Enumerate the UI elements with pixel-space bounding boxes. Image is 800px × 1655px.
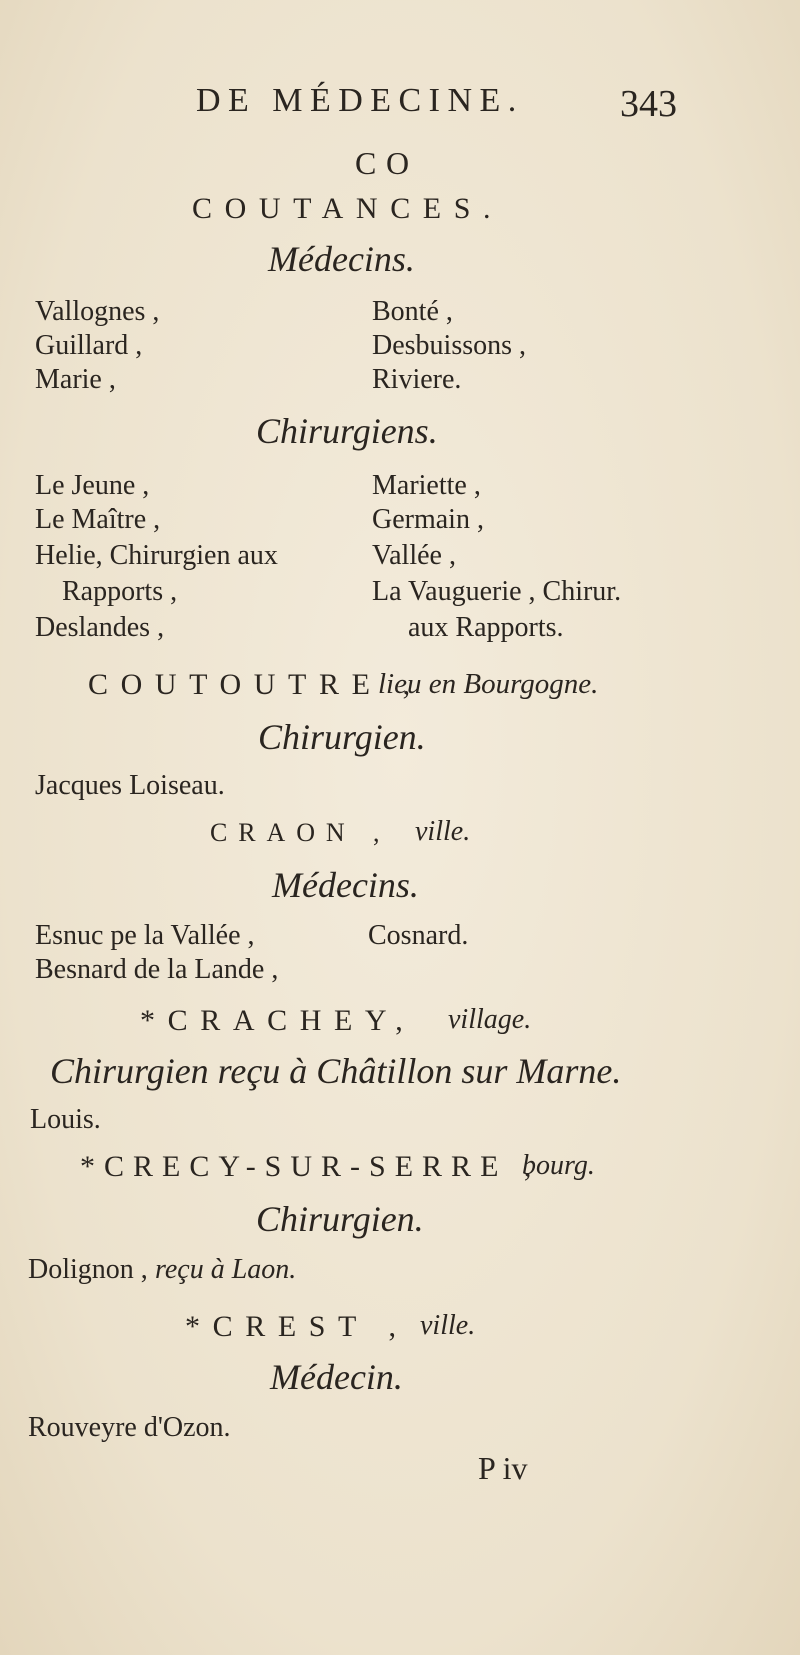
heading-chirurgiens: Chirurgiens.	[256, 411, 438, 451]
running-title: DE MÉDECINE.	[196, 82, 524, 119]
name-right-2: Desbuissons ,	[372, 330, 527, 361]
town-title-craon: CRAON ,	[210, 818, 391, 847]
town-title-coutances: COUTANCES.	[192, 192, 504, 225]
chir-right-2: Germain ,	[372, 504, 484, 535]
signature-mark: P iv	[478, 1450, 528, 1486]
heading-crest: Médecin.	[270, 1357, 403, 1397]
name-craon-left-1: Esnuc pe la Vallée ,	[35, 920, 255, 951]
chir-left-3: Helie, Chirurgien aux	[35, 540, 278, 571]
heading-coutoutre: Chirurgien.	[258, 717, 426, 757]
chir-right-3: Vallée ,	[372, 540, 456, 571]
chir-right-5: aux Rapports.	[408, 612, 564, 643]
page-number: 343	[620, 83, 677, 125]
name-crachey-1: Louis.	[30, 1104, 101, 1135]
name-craon-left-2: Besnard de la Lande ,	[35, 954, 279, 985]
place-crest: ville.	[420, 1310, 476, 1341]
note-crecy: reçu à Laon.	[155, 1254, 297, 1285]
town-title-crachey: *CRACHEY,	[140, 1004, 416, 1037]
name-craon-right-1: Cosnard.	[368, 920, 469, 951]
heading-craon: Médecins.	[272, 865, 419, 905]
place-coutoutre: lieu en Bourgogne.	[378, 668, 599, 700]
place-crachey: village.	[448, 1004, 532, 1035]
name-crest-1: Rouveyre d'Ozon.	[28, 1412, 231, 1443]
chir-right-4: La Vauguerie , Chirur.	[372, 576, 622, 607]
name-coutoutre-1: Jacques Loiseau.	[35, 770, 225, 801]
town-title-coutoutre: COUTOUTRE ,	[88, 668, 423, 701]
name-left-3: Marie ,	[35, 364, 116, 395]
name-left-2: Guillard ,	[35, 330, 143, 361]
heading-crachey: Chirurgien reçu à Châtillon sur Marne.	[50, 1051, 622, 1091]
town-title-crecy: *CRECY-SUR-SERRE ,	[80, 1150, 541, 1183]
town-title-crest: *CREST ,	[185, 1310, 409, 1343]
heading-crecy: Chirurgien.	[256, 1199, 424, 1239]
name-right-1: Bonté ,	[372, 296, 453, 327]
place-craon: ville.	[415, 816, 471, 847]
name-right-3: Riviere.	[372, 364, 462, 395]
chir-left-5: Deslandes ,	[35, 612, 165, 643]
name-left-1: Vallognes ,	[35, 296, 160, 327]
name-crecy-1: Dolignon ,	[28, 1254, 148, 1285]
chir-left-2: Le Maître ,	[35, 504, 161, 535]
place-crecy: bourg.	[522, 1150, 595, 1181]
chir-right-1: Mariette ,	[372, 470, 481, 501]
heading-medecins: Médecins.	[268, 239, 415, 279]
chir-left-1: Le Jeune ,	[35, 470, 150, 501]
section-marker: CO	[355, 145, 419, 181]
chir-left-4: Rapports ,	[62, 576, 178, 607]
